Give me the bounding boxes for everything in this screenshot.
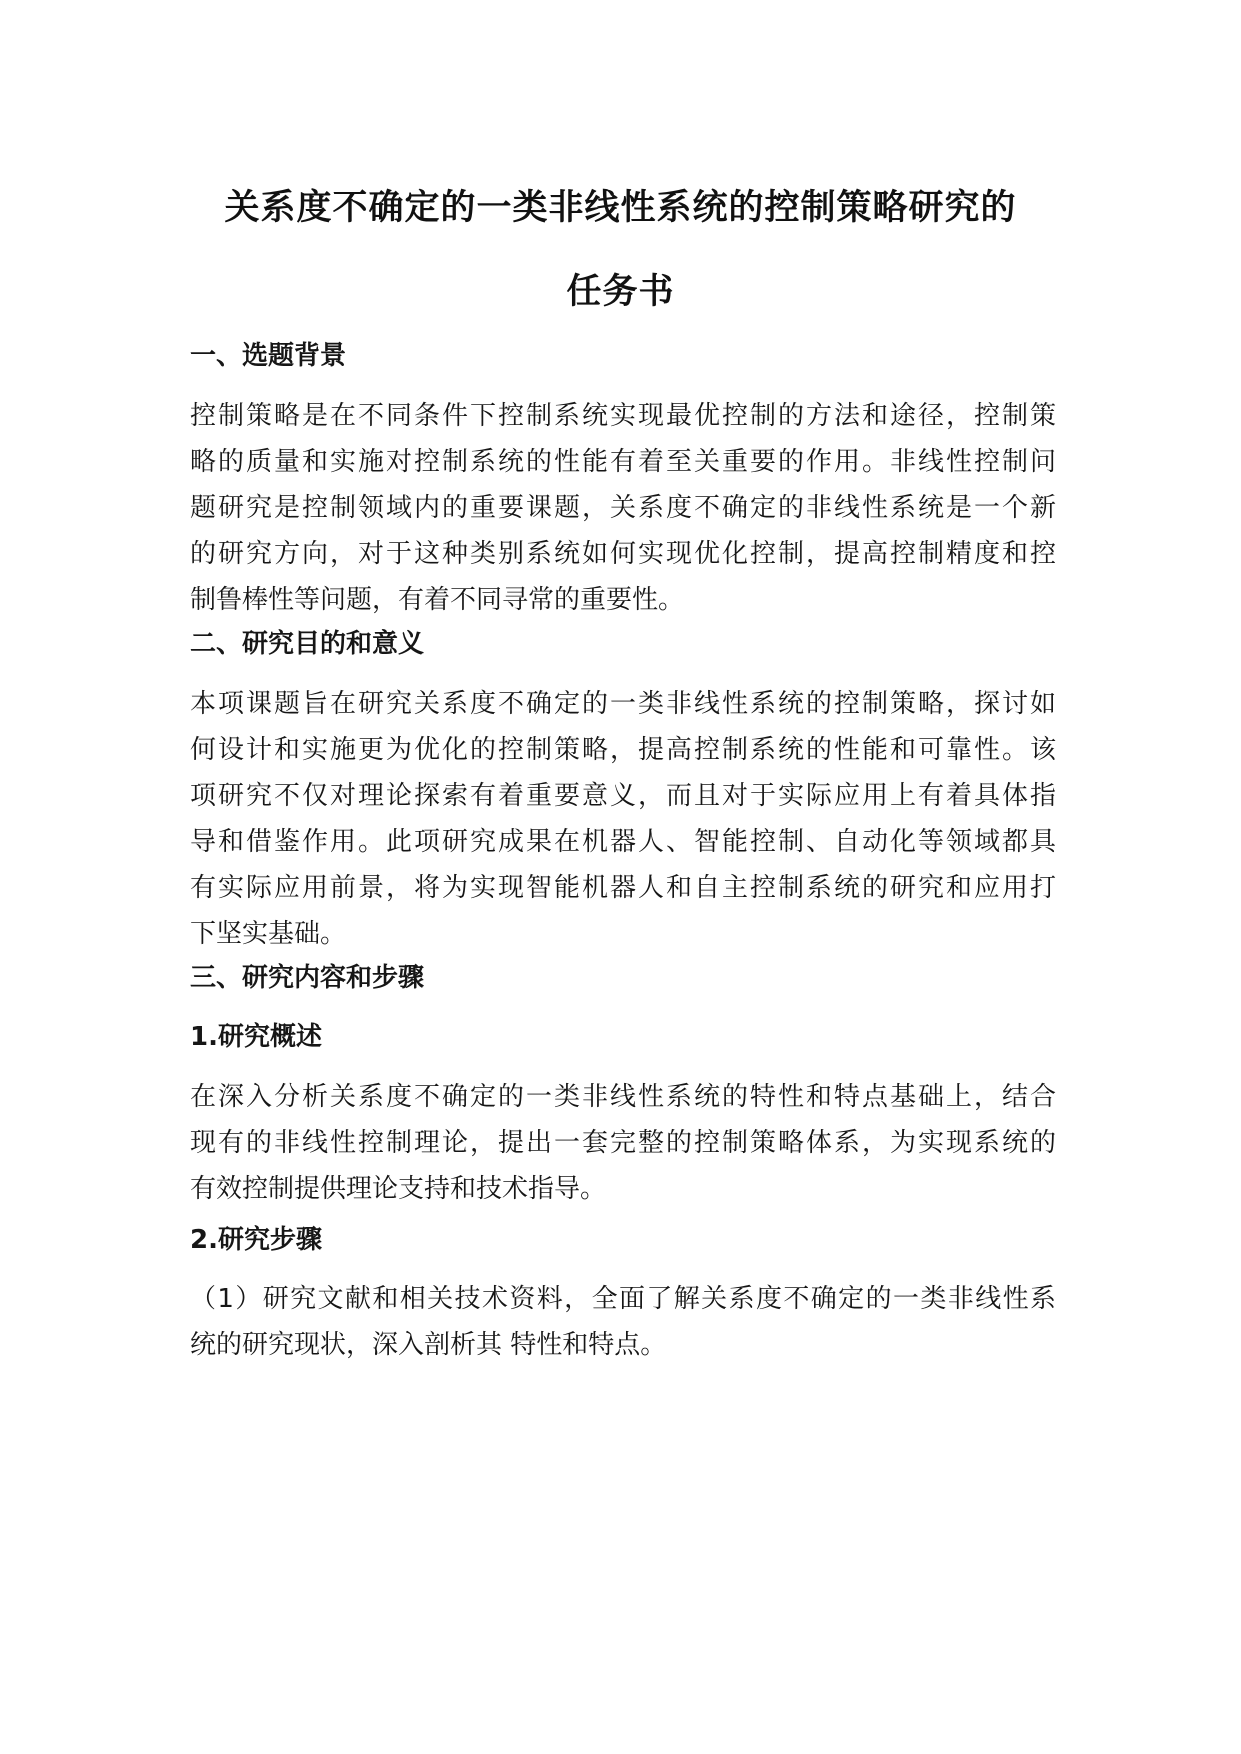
section-2-heading: 二、研究目的和意义 xyxy=(190,629,425,659)
paragraph-line: 现有的非线性控制理论，提出一套完整的控制策略体系，为实现系统的 xyxy=(190,1128,1056,1158)
paragraph-line: 导和借鉴作用。此项研究成果在机器人、智能控制、自动化等领域都具 xyxy=(190,827,1056,857)
paragraph-line: （1）研究文献和相关技术资料，全面了解关系度不确定的一类非线性系 xyxy=(190,1284,1056,1314)
section-3-heading: 三、研究内容和步骤 xyxy=(190,963,425,993)
paragraph-line: 项研究不仅对理论探索有着重要意义，而且对于实际应用上有着具体指 xyxy=(190,781,1056,811)
document-title-line-2: 任务书 xyxy=(566,272,675,312)
paragraph-line: 制鲁棒性等问题，有着不同寻常的重要性。 xyxy=(190,585,685,615)
paragraph-line: 有实际应用前景，将为实现智能机器人和自主控制系统的研究和应用打 xyxy=(190,873,1056,903)
subsection-2-heading: 2.研究步骤 xyxy=(190,1225,322,1255)
paragraph-line: 统的研究现状，深入剖析其 特性和特点。 xyxy=(190,1330,667,1360)
subsection-2-paragraph xyxy=(190,1276,1056,1368)
subsection-1-paragraph xyxy=(190,1074,1056,1212)
paragraph-line: 题研究是控制领域内的重要课题，关系度不确定的非线性系统是一个新 xyxy=(190,493,1056,523)
paragraph-line: 在深入分析关系度不确定的一类非线性系统的特性和特点基础上，结合 xyxy=(190,1082,1056,1112)
paragraph-line: 有效控制提供理论支持和技术指导。 xyxy=(190,1174,607,1204)
paragraph-line: 何设计和实施更为优化的控制策略，提高控制系统的性能和可靠性。该 xyxy=(190,735,1056,765)
paragraph-line: 略的质量和实施对控制系统的性能有着至关重要的作用。非线性控制问 xyxy=(190,447,1056,477)
section-1-heading: 一、选题背景 xyxy=(190,341,347,371)
section-1-paragraph xyxy=(190,393,1056,623)
paragraph-line: 控制策略是在不同条件下控制系统实现最优控制的方法和途径，控制策 xyxy=(190,401,1056,431)
paragraph-line: 的研究方向，对于这种类别系统如何实现优化控制，提高控制精度和控 xyxy=(190,539,1056,569)
document-title-line-1: 关系度不确定的一类非线性系统的控制策略研究的 xyxy=(224,188,1017,228)
subsection-1-heading: 1.研究概述 xyxy=(190,1022,322,1052)
paragraph-line: 本项课题旨在研究关系度不确定的一类非线性系统的控制策略，探讨如 xyxy=(190,689,1056,719)
section-2-paragraph xyxy=(190,681,1056,957)
paragraph-line: 下坚实基础。 xyxy=(190,919,347,949)
